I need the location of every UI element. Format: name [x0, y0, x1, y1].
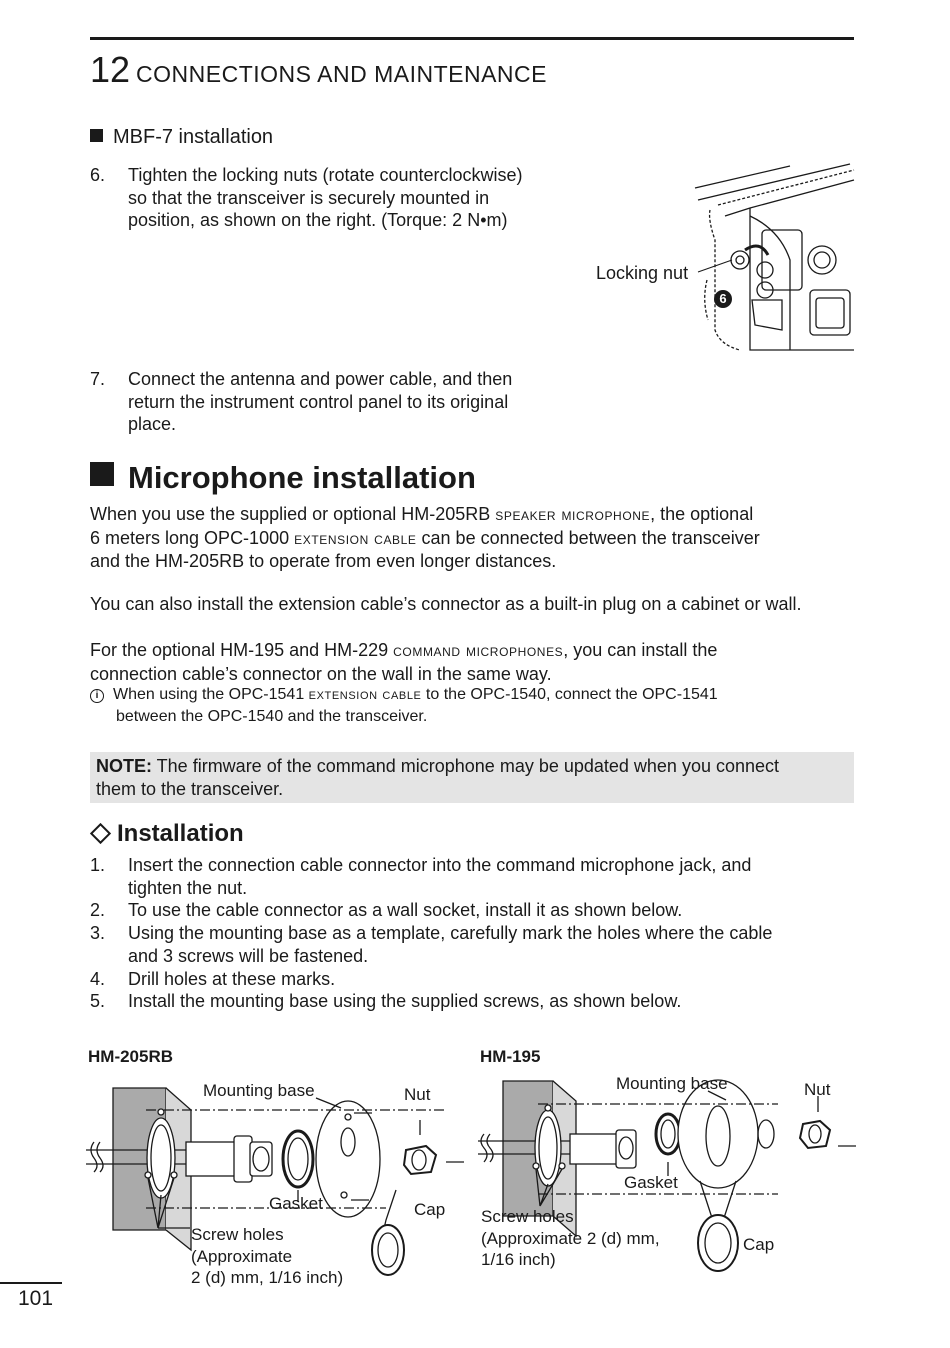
- hm195-gasket-label: Gasket: [624, 1173, 678, 1192]
- mbf7-heading: MBF-7 installation: [90, 126, 273, 149]
- info-note: i When using the OPC-1541 extension cable to the OPC-1540, connect the OPC-1541 between the OPC-1540 and the transceiver.: [90, 684, 860, 728]
- list-item: 5. Install the mounting base using the supplied screws, as shown below.: [90, 991, 682, 1012]
- microphone-heading: Microphone installation: [90, 460, 476, 496]
- chapter-header: [90, 48, 547, 96]
- square-bullet-icon: [90, 462, 114, 486]
- header-rule: [90, 37, 854, 40]
- step-6-badge: 6: [714, 290, 732, 308]
- list-item: 1. Insert the connection cable connector into the command microphone jack, and tighten the nut.: [90, 855, 752, 898]
- mbf7-step-7: 7. Connect the antenna and power cable, and then return the instrument control panel to its original place.: [90, 369, 513, 435]
- hm205rb-title: HM-205RB: [88, 1047, 174, 1066]
- hm205rb-gasket-label: Gasket: [269, 1194, 323, 1213]
- list-item: 3. Using the mounting base as a template, carefully mark the holes where the cable and 3 screws will be fastened.: [90, 923, 773, 966]
- hm205rb-cap-label: Cap: [414, 1200, 446, 1219]
- hm195-nut-label: Nut: [804, 1080, 831, 1099]
- installation-heading: Installation: [90, 820, 244, 848]
- hm205rb-screw-holes-label: Screw holes (Approximate 2 (d) mm, 1/16 inch): [191, 1225, 344, 1287]
- locking-nut-illustration: [590, 160, 860, 360]
- microphone-paragraph-1: When you use the supplied or optional HM-205RB speaker microphone, the optional 6 meters long OPC-1000 extension cable can be connected between the transceiver and the HM-205RB to operate from even longer distances.: [90, 504, 760, 572]
- microphone-paragraph-3: For the optional HM-195 and HM-229 command microphones, you can install the connection cable’s connector on the wall in the same way.: [90, 640, 718, 684]
- microphone-paragraph-2: You can also install the extension cable’s connector as a built-in plug on a cabinet or wall.: [90, 594, 802, 614]
- installation-steps: [90, 854, 860, 1013]
- page-number: 101: [18, 1287, 54, 1310]
- square-bullet-icon: [90, 129, 103, 142]
- mbf7-step-6: 6. Tighten the locking nuts (rotate counterclockwise) so that the transceiver is securely mounted in position, as shown on the right. (Torque: 2 N•m): [90, 165, 523, 231]
- info-icon: i: [90, 689, 104, 703]
- list-item: 4. Drill holes at these marks.: [90, 968, 336, 989]
- hm205rb-nut-label: Nut: [404, 1085, 431, 1104]
- hm195-title: HM-195: [480, 1047, 541, 1066]
- hm195-mounting-base-label: Mounting base: [616, 1074, 728, 1093]
- note-box: NOTE: The firmware of the command microphone may be updated when you connect them to the transceiver.: [90, 752, 854, 803]
- hm195-screw-holes-label: Screw holes (Approximate 2 (d) mm, 1/16 inch): [481, 1207, 660, 1269]
- note-label: NOTE:: [96, 756, 152, 776]
- hm205rb-mounting-base-label: Mounting base: [203, 1081, 315, 1100]
- list-item: 2. To use the cable connector as a wall socket, install it as shown below.: [90, 900, 683, 921]
- page-number-rule: [0, 1282, 62, 1284]
- diamond-bullet-icon: [90, 823, 111, 844]
- locking-nut-label: Locking nut: [596, 263, 689, 283]
- chapter-title: CONNECTIONS AND MAINTENANCE: [136, 61, 547, 87]
- hm195-cap-label: Cap: [743, 1235, 775, 1254]
- chapter-number: 12: [90, 49, 131, 90]
